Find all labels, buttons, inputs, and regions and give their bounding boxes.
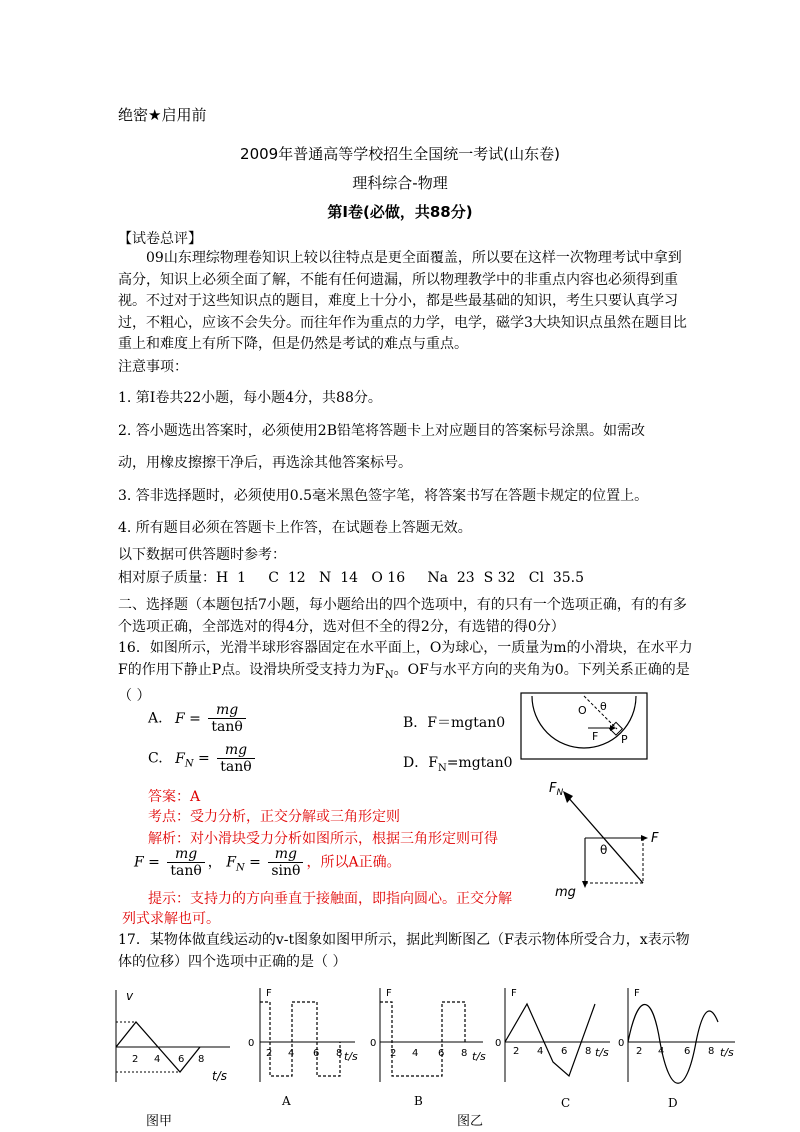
zero-label: 0 (248, 1038, 255, 1049)
mg-arrowhead (582, 881, 588, 888)
f-label: F (266, 988, 272, 999)
graph-c-line (505, 1004, 595, 1076)
normal-force-line (567, 796, 643, 883)
tick-label: 6 (438, 1048, 445, 1059)
tick-label: 2 (636, 1046, 643, 1057)
label-p: P (621, 733, 628, 746)
tick-label: 4 (658, 1046, 665, 1057)
q16-hint: 提示：支持力的方向垂直于接触面，即指向圆心。正交分解 (148, 891, 512, 907)
note-item: 4. 所有题目必须在答题卡上作答，在试题卷上答题无效。 (118, 520, 472, 536)
container-frame (521, 693, 647, 759)
graph-c (495, 982, 625, 1092)
tick-label: 6 (313, 1048, 320, 1059)
review-body: 09山东理综物理卷知识上较以往特点是更全面覆盖，所以要在这样一次物理考试中拿到高分，知识上必须全面了解，不能有任何遗漏，所以物理教学中的非重点内容也必须得到重视。不过对于这些知识点的题目，难度上十分小，都是些最基础的知识，考生只要认真学习过，不粗心，应该不会失分。而往年作为重点的力学，电学，磁学3大块知识点虽然在题目比重上和难度上有所下降，但是仍然是考试的难点与重点。 (118, 250, 687, 352)
tick-label: 4 (537, 1046, 544, 1057)
tick-label: 4 (154, 1054, 161, 1065)
section-title: 第Ⅰ卷(必做，共88分) (327, 203, 473, 221)
notes-heading: 注意事项： (118, 359, 188, 375)
t-label: t/s (212, 1069, 227, 1083)
tick-label: 4 (412, 1048, 419, 1059)
tick-label: 2 (390, 1048, 397, 1059)
graph-b-line (380, 1002, 468, 1076)
zero-label: 0 (370, 1038, 377, 1049)
tick-label: 8 (708, 1046, 715, 1057)
graph-d-label: D (668, 1096, 678, 1110)
note-item: 1. 第Ⅰ卷共22小题，每小题4分，共88分。 (118, 390, 382, 406)
graph-a (240, 982, 370, 1092)
exam-subject: 理科综合-物理 (352, 174, 448, 192)
exam-title: 2009年普通高等学校招生全国统一考试(山东卷) (240, 145, 560, 163)
q17-stem: 17．某物体做直线运动的v-t图象如图甲所示，据此判断图乙（F表示物体所受合力，x表示物体的位移）四个选项中正确的是（ ） (118, 932, 690, 970)
q16-stem: 16．如图所示，光滑半球形容器固定在水平面上，O为球心，一质量为m的小滑块，在水平力F的作用下静止P点。设滑块所受支持力为$F_N$。OF与水平方向的夹角为0。下列关系正确的是（ ） (118, 640, 693, 704)
label-f: F (651, 831, 659, 846)
part2-intro: 二、选择题（本题包括7小题，每小题给出的四个选项中，有的只有一个选项正确，有的有多个选项正确，全部选对的得4分，选对但不全的得2分，有选错的得0分） (118, 597, 687, 635)
q16-option-b: B．F＝mgtan0 (403, 715, 506, 731)
tick-label: 2 (513, 1046, 520, 1057)
note-item: 2. 答小题选出答案时，必须使用2B铅笔将答题卡上对应题目的答案标号涂黑。如需改 (118, 423, 646, 439)
tick-label: 8 (461, 1048, 468, 1059)
label-theta: θ (600, 843, 608, 857)
force-triangle-figure (545, 778, 680, 898)
label-f: F (592, 730, 599, 743)
label-theta: θ (600, 700, 607, 713)
hemisphere-figure (520, 692, 650, 762)
label-mg: mg (555, 885, 576, 900)
tick-label: 4 (288, 1048, 295, 1059)
q16-option-a: A. F = $\frac{mg}{\tan\theta}$ (148, 702, 249, 735)
graph-d-line (628, 1005, 718, 1084)
tick-label: 6 (178, 1054, 185, 1065)
reference-line: 以下数据可供答题时参考： (118, 547, 286, 563)
v-label: v (126, 989, 134, 1003)
t-label: t/s (472, 1050, 486, 1063)
label-o: O (578, 704, 587, 717)
tick-label: 2 (132, 1054, 139, 1065)
q16-option-d: D．$F_N=mgtan0$ (403, 755, 513, 774)
q16-option-c: C. $F_N$ = $\frac{mg}{\tan\theta}$ (148, 742, 258, 775)
tick-label: 2 (266, 1048, 273, 1059)
f-label: F (386, 988, 392, 999)
tick-label: 6 (561, 1046, 568, 1057)
graph-a-line (260, 1002, 343, 1076)
figure-jia-caption: 图甲 (146, 1114, 173, 1129)
t-label: t/s (720, 1046, 734, 1059)
graph-a-label: A (282, 1094, 291, 1108)
f-label: F (511, 988, 517, 999)
figure-yi-caption: 图乙 (457, 1114, 484, 1129)
zero-label: 0 (618, 1038, 625, 1049)
label-fn: $F_N$ (549, 781, 564, 798)
atomic-masses: 相对原子质量：H 1 C 12 N 14 O 16 Na 23 S 32 Cl 35.5 (118, 570, 585, 586)
f-label: F (634, 988, 640, 999)
q16-analysis: 解析：对小滑块受力分析如图所示，根据三角形定则可得 (148, 831, 498, 847)
zero-label: 0 (495, 1038, 502, 1049)
q16-formula: F = $\frac{mg}{\tan\theta}$ ， $F_N$ = $\frac{mg}{\sin\theta}$ ，所以A正确。 (134, 846, 401, 879)
t-label: t/s (595, 1046, 609, 1059)
t-label: t/s (344, 1050, 358, 1063)
graph-b-label: B (414, 1094, 423, 1108)
note-item: 3. 答非选择题时，必须使用0.5毫米黑色签字笔，将答案书写在答题卡规定的位置上。 (118, 488, 649, 504)
review-heading: 【试卷总评】 (118, 231, 202, 247)
vt-graph (108, 982, 238, 1092)
graph-d (620, 982, 750, 1092)
tick-label: 8 (198, 1054, 205, 1065)
q16-point: 考点：受力分析，正交分解或三角形定则 (148, 809, 400, 825)
tick-label: 8 (336, 1048, 343, 1059)
q16-answer: 答案：A (148, 789, 201, 805)
secret-label: 绝密★启用前 (118, 106, 207, 124)
tick-label: 8 (585, 1046, 592, 1057)
tick-label: 6 (684, 1046, 691, 1057)
graph-b (368, 982, 498, 1092)
q16-hint-cont: 列式求解也可。 (122, 911, 220, 927)
note-item: 动，用橡皮擦擦干净后，再选涂其他答案标号。 (118, 455, 412, 471)
f-arrowhead (641, 835, 648, 841)
graph-c-label: C (561, 1096, 571, 1110)
